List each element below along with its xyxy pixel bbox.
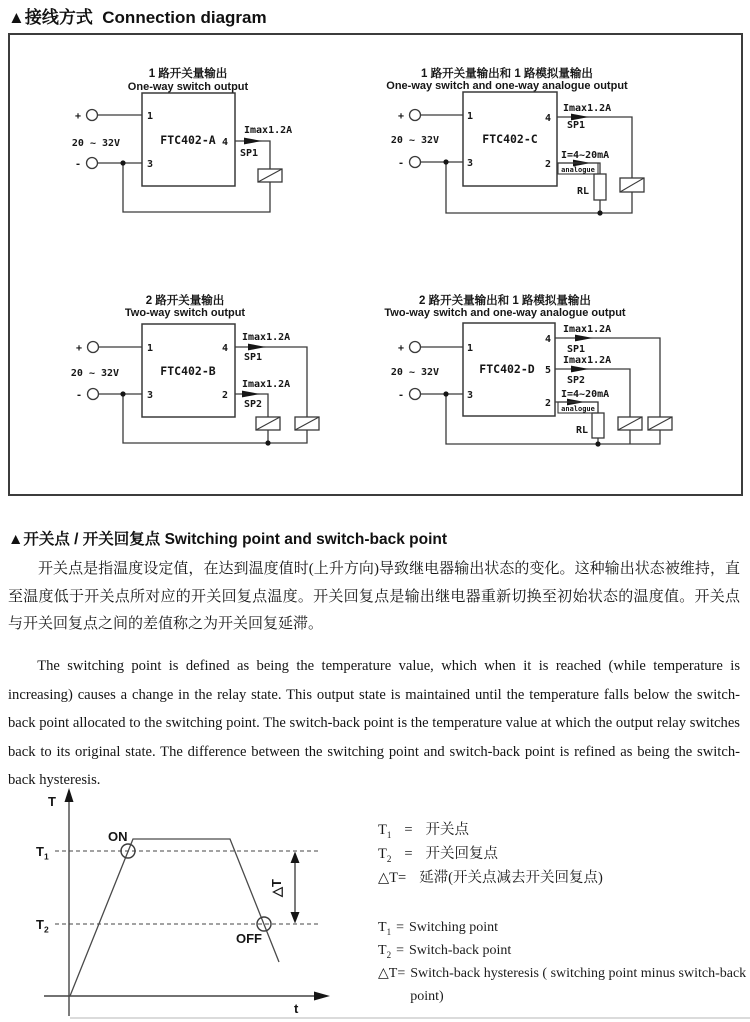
legend-row [378, 916, 750, 939]
junction-dot [443, 391, 448, 396]
diagram-title-cn: 1 路开关量输出和 1 路模拟量输出 [421, 68, 593, 80]
diagram-title-en: Two-way switch and one-way analogue output [384, 307, 626, 319]
off-label: OFF [236, 931, 262, 946]
diagram-ftc402-a [8, 33, 375, 263]
minus-sign: - [75, 390, 83, 401]
relay-symbol [256, 417, 280, 430]
pin-1: 1 [147, 343, 154, 354]
junction-dot [120, 391, 125, 396]
current-arrow-icon [244, 138, 262, 145]
imax-label: Imax1.2A [242, 379, 291, 390]
pin-1: 1 [467, 343, 474, 354]
relay-symbol [618, 417, 642, 430]
legend-row [378, 866, 603, 890]
equals-sign: = [404, 846, 413, 862]
legend-row [378, 939, 750, 962]
junction-dot [443, 159, 448, 164]
supply-voltage-label: 20 ~ 32V [390, 367, 440, 378]
sp2-label: SP2 [244, 399, 263, 410]
minus-terminal [410, 389, 421, 400]
pin-1: 1 [467, 111, 474, 122]
diagram-ftc402-d [375, 270, 742, 500]
plus-sign: + [75, 343, 83, 354]
page-title: ▲接线方式 Connection diagram [8, 8, 267, 27]
legend-symbol: $T_2$ [378, 943, 392, 960]
pin-4: 4 [221, 137, 228, 148]
legend-text: 开关回复点 [425, 846, 499, 862]
diagram-title-en: Two-way switch output [124, 307, 246, 319]
imax-label: Imax1.2A [563, 103, 612, 114]
minus-sign: - [74, 159, 82, 170]
plus-terminal [88, 342, 99, 353]
legend-text: Switch-back point [408, 943, 512, 958]
t2-label: $T_2$ [36, 917, 49, 935]
legend-symbol: $T_1$ [378, 822, 392, 840]
diagram-title-en: One-way switch output [127, 81, 249, 93]
equals-sign: = [396, 943, 404, 958]
pin-2: 2 [221, 390, 228, 401]
delta-t-arrow [291, 852, 300, 924]
junction-dot [595, 441, 600, 446]
minus-sign: - [397, 390, 405, 401]
pin-4: 4 [544, 113, 551, 124]
diagram-ftc402-c [375, 33, 742, 263]
plus-sign: + [397, 343, 405, 354]
equals-sign: = [404, 822, 413, 838]
legend-symbol: $T_2$ [378, 846, 392, 864]
legend-symbol: $T_1$ [378, 920, 392, 937]
pin-4: 4 [544, 334, 551, 345]
pin-3: 3 [147, 390, 154, 401]
junction-dot [597, 210, 602, 215]
load-resistor [594, 174, 606, 200]
sp1-label: SP1 [244, 352, 263, 363]
analogue-label: analogue [561, 166, 595, 174]
minus-sign: - [397, 158, 405, 169]
plus-sign: + [397, 111, 405, 122]
pin-3: 3 [467, 390, 474, 401]
plus-terminal [410, 110, 421, 121]
junction-dot [120, 160, 125, 165]
temperature-curve [70, 839, 279, 996]
legend-text: Switch-back hysteresis ( switching point minus switch-back point) [410, 966, 747, 1004]
plus-terminal [87, 110, 98, 121]
junction-dot [265, 440, 270, 445]
legend-symbol: △T= [378, 870, 407, 886]
pin-1: 1 [147, 111, 154, 122]
legend-chinese [378, 818, 603, 890]
relay-symbol [620, 178, 644, 192]
rl-label: RL [575, 425, 588, 436]
section-title-switching-point: ▲开关点 / 开关回复点 Switching point and switch-back point [8, 531, 448, 548]
model-label: FTC402-D [479, 362, 535, 376]
x-axis-label: t [294, 1001, 299, 1016]
plus-terminal [410, 342, 421, 353]
diagram-title-en: One-way switch and one-way analogue output [386, 80, 628, 92]
supply-voltage-label: 20 ~ 32V [390, 135, 440, 146]
legend-text: 开关点 [425, 822, 470, 838]
legend-text: 延滞(开关点减去开关回复点) [419, 870, 603, 886]
legend-english [378, 916, 750, 1004]
t1-label: $T_1$ [36, 844, 49, 862]
legend-row [378, 842, 603, 866]
relay-symbol [648, 417, 672, 430]
pin-4: 4 [221, 343, 228, 354]
imax-label: Imax1.2A [244, 125, 293, 136]
imax-label: Imax1.2A [563, 355, 612, 366]
plus-sign: + [74, 111, 82, 122]
model-label: FTC402-C [482, 132, 538, 146]
equals-sign: = [396, 920, 404, 935]
relay-symbol [295, 417, 319, 430]
imax-label: Imax1.2A [563, 324, 612, 335]
current-arrow-icon [571, 366, 589, 373]
legend-symbol: △T= [378, 966, 406, 981]
y-axis-label: T [48, 794, 56, 809]
minus-terminal [410, 157, 421, 168]
diagram-title-cn: 2 路开关量输出 [145, 295, 225, 307]
relay-symbol [258, 169, 282, 182]
model-label: FTC402-B [160, 364, 216, 378]
pin-3: 3 [467, 158, 474, 169]
current-arrow-icon [248, 344, 266, 351]
supply-voltage-label: 20 ~ 32V [70, 368, 120, 379]
legend-row [378, 818, 603, 842]
sp1-label: SP1 [240, 148, 259, 159]
model-label: FTC402-A [160, 133, 216, 147]
y-axis-arrow-icon [65, 788, 74, 802]
paragraph-chinese: 开关点是指温度设定值，在达到温度值时(上升方向)导致继电器输出状态的变化。这种输出状态被维持，直至温度低于开关点所对应的开关回复点温度。开关回复点是输出继电器重新切换至初始状态的温度值。开关点与开关回复点之间的差值称之为开关回复延滞。 [8, 561, 740, 632]
paragraph-english: The switching point is defined as being the temperature value, which when it is reached (while temperature is increasing) causes a change in the relay state. This output state is maintained until the temperature falls below the switch-back point allocated to the switching point. The switch-back point is the temperature value at which the output relay switches back to its original state. The difference between the switching point and switch-back point is refined as being the switch-back hysteresis. [8, 658, 740, 788]
sp2-label: SP2 [567, 375, 586, 386]
current-arrow-icon [575, 335, 593, 342]
diagram-title-cn: 1 路开关量输出 [148, 68, 228, 80]
diagram-ftc402-b [8, 270, 375, 500]
minus-terminal [87, 158, 98, 169]
legend-text: Switching point [408, 920, 499, 935]
hysteresis-graph [30, 780, 365, 1022]
page-edge-artifact [70, 1017, 750, 1019]
x-axis-arrow-icon [314, 992, 330, 1001]
sp1-label: SP1 [567, 344, 586, 355]
pin-5: 5 [544, 365, 551, 376]
analogue-current-label: I=4~20mA [561, 389, 610, 400]
minus-terminal [88, 389, 99, 400]
diagram-title-cn: 2 路开关量输出和 1 路模拟量输出 [419, 295, 591, 307]
pin-2: 2 [544, 159, 551, 170]
load-resistor [592, 413, 604, 438]
analogue-current-label: I=4~20mA [561, 150, 610, 161]
imax-label: Imax1.2A [242, 332, 291, 343]
analogue-label: analogue [561, 405, 595, 413]
sp1-label: SP1 [567, 120, 586, 131]
legend-row [378, 962, 750, 1004]
rl-label: RL [576, 186, 589, 197]
delta-t-label: △T [269, 879, 284, 897]
on-label: ON [108, 829, 128, 844]
current-arrow-icon [242, 391, 260, 398]
pin-2: 2 [544, 398, 551, 409]
pin-3: 3 [147, 159, 154, 170]
supply-voltage-label: 20 ~ 32V [71, 138, 121, 149]
